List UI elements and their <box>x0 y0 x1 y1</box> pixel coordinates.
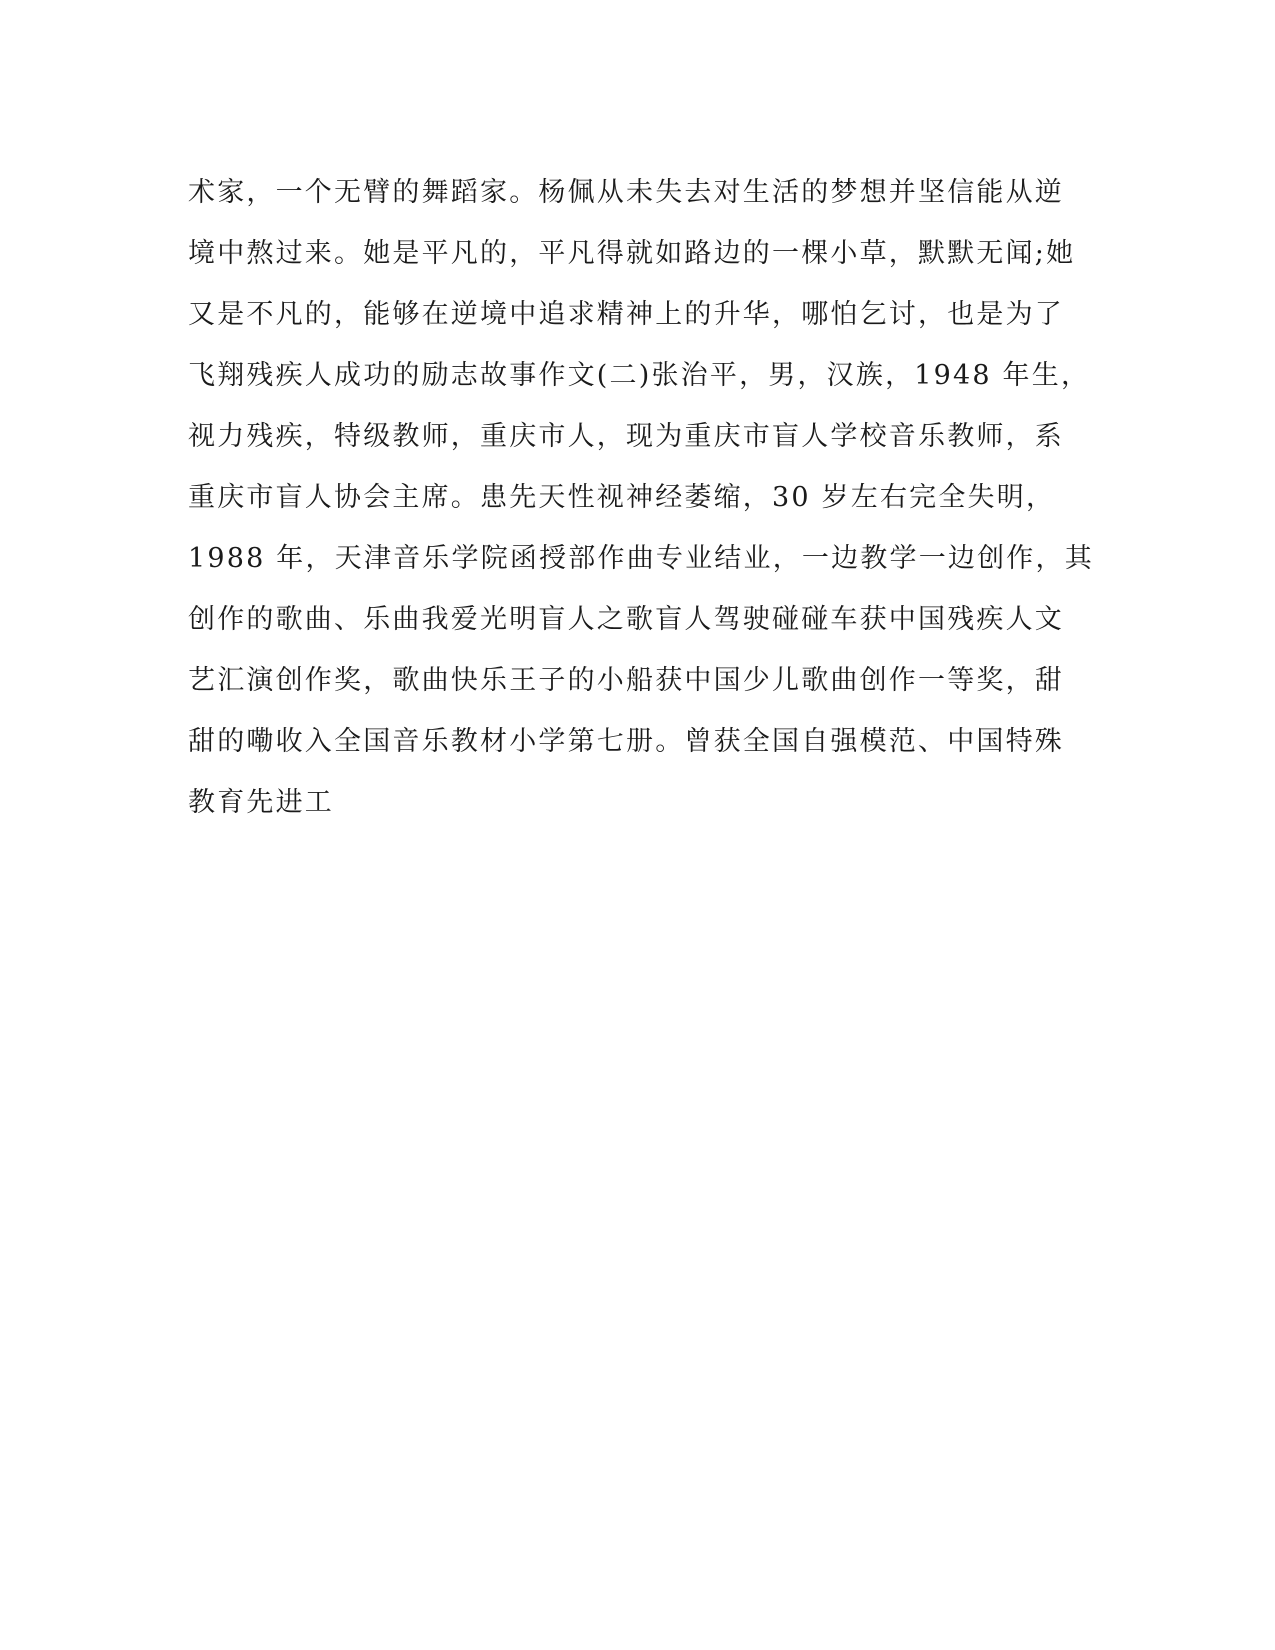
text-line: 教育先进工 <box>188 787 334 818</box>
text-line: 境中熬过来。她是平凡的，平凡得就如路边的一棵小草，默默无闻;她 <box>188 238 1076 269</box>
text-line: 1988 年，天津音乐学院函授部作曲专业结业，一边教学一边创作，其 <box>188 543 1094 574</box>
text-line: 视力残疾，特级教师，重庆市人，现为重庆市盲人学校音乐教师，系 <box>188 421 1064 452</box>
text-line: 艺汇演创作奖，歌曲快乐王子的小船获中国少儿歌曲创作一等奖，甜 <box>188 665 1064 696</box>
text-line: 重庆市盲人协会主席。患先天性视神经萎缩，30 岁左右完全失明， <box>188 482 1056 513</box>
text-line: 创作的歌曲、乐曲我爱光明盲人之歌盲人驾驶碰碰车获中国残疾人文 <box>188 604 1064 635</box>
body-paragraph <box>188 162 1094 833</box>
text-line: 甜的嘞收入全国音乐教材小学第七册。曾获全国自强模范、中国特殊 <box>188 726 1064 757</box>
text-line: 又是不凡的，能够在逆境中追求精神上的升华，哪怕乞讨，也是为了 <box>188 299 1064 330</box>
text-line: 术家，一个无臂的舞蹈家。杨佩从未失去对生活的梦想并坚信能从逆 <box>188 177 1064 208</box>
text-line: 飞翔残疾人成功的励志故事作文(二)张治平，男，汉族，1948 年生， <box>188 360 1091 391</box>
